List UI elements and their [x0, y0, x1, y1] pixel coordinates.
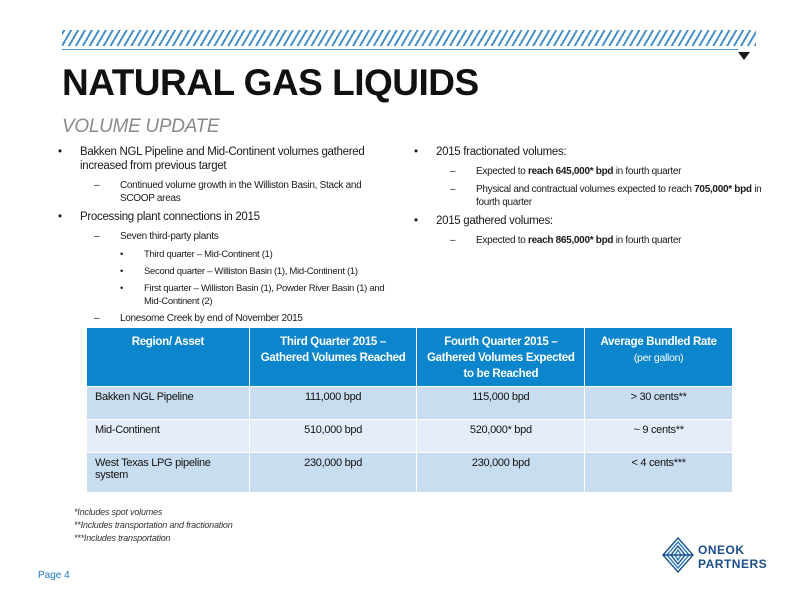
- table-cell-rate: > 30 cents**: [585, 387, 733, 420]
- bullet-gathered-volumes: • 2015 gathered volumes:: [412, 214, 762, 228]
- table-cell-third-quarter: 111,000 bpd: [249, 387, 417, 420]
- sub-sub-bullet-third-quarter: • Third quarter – Mid-Continent (1): [56, 248, 396, 261]
- sub-bullet-lonesome-creek: – Lonesome Creek by end of November 2015: [56, 312, 396, 325]
- table-header-row: [87, 328, 733, 387]
- page-subtitle: VOLUME UPDATE: [62, 116, 220, 137]
- text-fragment: in fourth quarter: [613, 166, 682, 177]
- column-header-region: Region/ Asset: [87, 328, 250, 387]
- footnote-spot-volumes: *Includes spot volumes: [74, 507, 163, 517]
- sub-bullet-third-party-plants: – Seven third-party plants: [56, 230, 396, 243]
- table-cell-third-quarter: 230,000 bpd: [249, 453, 417, 493]
- table-row: [87, 387, 733, 420]
- oneok-partners-logo: [662, 537, 772, 577]
- sub-bullet-fractionated-expected: [412, 165, 762, 178]
- column-header-third-quarter: Third Quarter 2015 – Gathered Volumes Reached: [249, 328, 417, 387]
- footnote-transportation: ***Includes transportation: [74, 533, 171, 543]
- logo-wordmark-line2: PARTNERS: [698, 557, 768, 571]
- bullet-fractionated-volumes: • 2015 fractionated volumes:: [412, 145, 762, 159]
- table-cell-fourth-quarter: 230,000 bpd: [417, 453, 585, 493]
- table-cell-third-quarter: 510,000 bpd: [249, 420, 417, 453]
- sub-bullet-gathered-expected: [412, 234, 762, 247]
- table-cell-fourth-quarter: 115,000 bpd: [417, 387, 585, 420]
- page-title: NATURAL GAS LIQUIDS: [62, 62, 479, 103]
- footnote-transport-fractionation: **Includes transportation and fractionation: [74, 520, 233, 530]
- column-header-bundled-rate-label: Average Bundled Rate: [600, 336, 717, 348]
- logo-wordmark-line1: ONEOK: [698, 543, 745, 557]
- page-number: Page 4: [38, 570, 70, 581]
- table-cell-region: Bakken NGL Pipeline: [87, 387, 250, 420]
- oneok-diamond-icon: [662, 537, 694, 573]
- highlight-value: reach 645,000* bpd: [528, 166, 614, 177]
- text-fragment: Physical and contractual volumes expected to reach: [476, 184, 695, 195]
- table-cell-region: Mid-Continent: [87, 420, 250, 453]
- text-fragment: Expected to: [476, 235, 528, 246]
- sub-sub-bullet-first-quarter: • First quarter – Williston Basin (1), Powder River Basin (1) and Mid-Continent (2): [56, 282, 396, 308]
- table-cell-rate: < 4 cents***: [585, 453, 733, 493]
- text-fragment: in fourth quarter: [613, 235, 682, 246]
- table-cell-fourth-quarter: 520,000* bpd: [417, 420, 585, 453]
- triangle-marker-icon: [738, 52, 750, 60]
- bullet-volumes-gathered: • Bakken NGL Pipeline and Mid-Continent volumes gathered increased from previous target: [56, 145, 396, 173]
- text-fragment: Expected to: [476, 166, 528, 177]
- right-bullet-column: [412, 145, 762, 252]
- volumes-table: [86, 327, 733, 493]
- table-row: [87, 420, 733, 453]
- logo-wordmark: [698, 543, 767, 571]
- sub-sub-bullet-second-quarter: • Second quarter – Williston Basin (1), Mid-Continent (1): [56, 265, 396, 278]
- column-header-fourth-quarter: Fourth Quarter 2015 – Gathered Volumes Expected to be Reached: [417, 328, 585, 387]
- table-cell-rate: ~ 9 cents**: [585, 420, 733, 453]
- bullet-plant-connections: • Processing plant connections in 2015: [56, 210, 396, 224]
- highlight-value: reach 865,000* bpd: [528, 235, 614, 246]
- footnotes: [74, 506, 233, 545]
- left-bullet-column: [56, 145, 396, 330]
- header-rule: [62, 49, 738, 50]
- column-header-bundled-rate: [585, 328, 733, 387]
- sub-bullet-volume-growth: – Continued volume growth in the Williston Basin, Stack and SCOOP areas: [56, 179, 396, 205]
- column-header-bundled-rate-unit: (per gallon): [633, 352, 684, 364]
- text-fragment: in fourth quarter: [476, 184, 762, 208]
- table-cell-region: West Texas LPG pipeline system: [87, 453, 250, 493]
- highlight-value: 705,000* bpd: [694, 184, 752, 195]
- sub-bullet-physical-contractual: [412, 183, 762, 209]
- header-hatch-decoration: [62, 30, 756, 46]
- table-row: [87, 453, 733, 493]
